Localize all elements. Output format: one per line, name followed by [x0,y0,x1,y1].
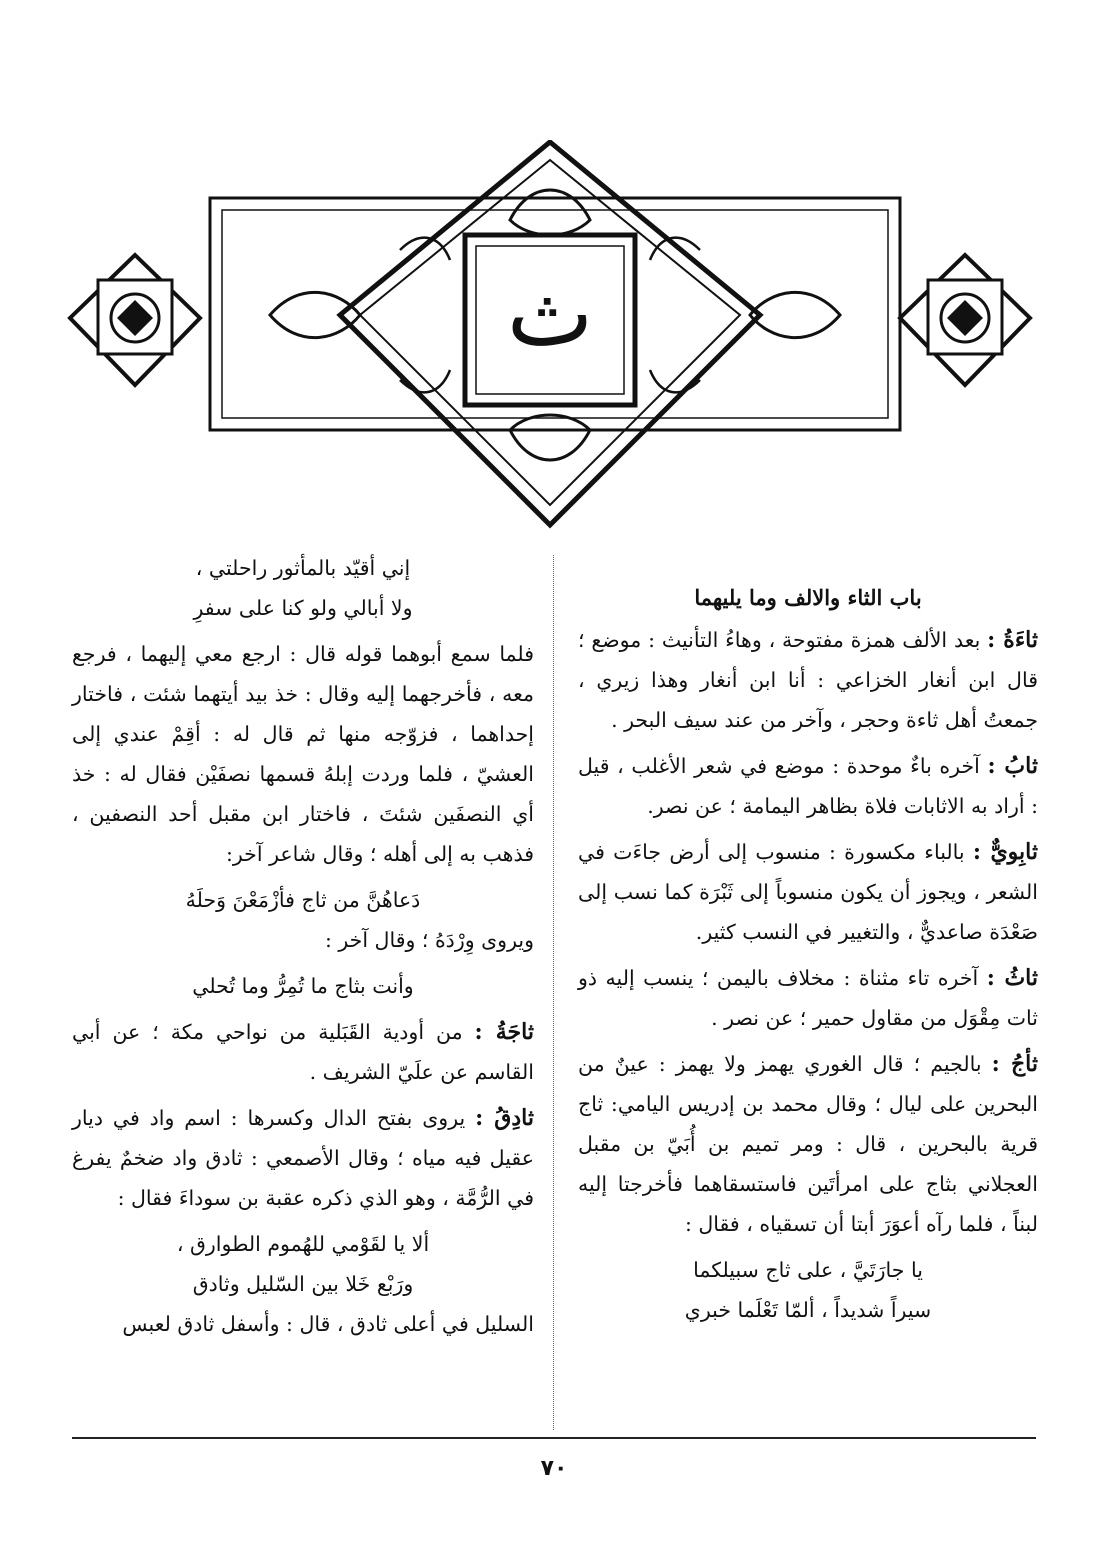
ornamental-header [60,140,1040,530]
verse-line: ولا أبالي ولو كنا على سفرِ [193,596,413,620]
entry-text: آخره تاء مثناة : مخلاف باليمن ؛ ينسب إليه ذو ثات مِقْوَل من مقاول حمير ؛ عن نصر . [578,966,1038,1030]
entry-thab [578,746,1038,826]
paragraph: ويروى وِرْدَهُ ؛ وقال آخر : [324,928,534,952]
entry-headword: ثادِقُ : [475,1105,534,1131]
verse-line: إني أقيّد بالمأثور راحلتي ، [195,556,411,580]
entry-text: بعد الألف همزة مفتوحة ، وهاءُ التأنيث : موضع ؛ قال ابن أنغار الخزاعي : أنا ابن أنغار وهذا زيري ، جمعتُ أهل ثاءة وحجر ، وآخر من عند سيف البحر . [578,628,1038,732]
entry-headword: ثاءَةُ : [987,627,1038,653]
header-letter: ث [506,260,594,367]
entry-headword: ثاجَةُ : [474,1019,534,1045]
column-divider [553,555,554,1430]
entry-thajah [72,1012,534,1092]
page-number: ٧٠ [540,1456,568,1481]
verse-line: يا جارَتَيَّ ، على ثاج سبيلكما [693,1258,923,1282]
entry-thadiq [72,1098,534,1218]
right-column [578,548,1038,1330]
entry-thabiwi [578,832,1038,952]
verse-line: ألا يا لقَوْمي للهُموم الطوارق ، [176,1232,430,1256]
paragraph: السليل في أعلى ثادق ، قال : وأسفل ثادق لعبس [122,1312,534,1336]
verse-line: دَعاهُنَّ من ثاج فأزْمَعْنَ وَحلَهُ [185,888,421,912]
footer-rule [72,1437,1036,1439]
entry-thaah [578,620,1038,740]
entry-text: بالجيم ؛ قال الغوري يهمز ولا يهمز : عينٌ من البحرين على ليال ؛ وقال محمد بن إدريس اليامي: ثاج قرية بالبحرين ، قال : ومر تميم بن أُبَيّ بن مقبل العجلاني بثاج على امرأتَين فاستسقاهما فأخرجتا إليه لبناً ، فلما رآه أعوَرَ أبتا أن تسقياه ، فقال : [578,1052,1038,1236]
entry-headword: ثابِويٌّ : [972,839,1038,865]
entry-thath [578,958,1038,1038]
entry-headword: ثابُ : [987,753,1038,779]
verse-line: وأنت بثاج ما تُمِرُّ وما تُحلي [192,974,414,998]
entry-text: من أودية القَبَلية من نواحي مكة ؛ عن أبي القاسم عن علَيّ الشريف . [72,1020,534,1084]
entry-headword: ثاثُ : [986,965,1038,991]
verse-line: ورَبْع خَلا بين السّليل وثادق [192,1272,414,1296]
ornament-frame-graphic [60,140,1040,530]
entry-headword: ثأجُ : [991,1051,1038,1077]
entry-text: يروى بفتح الدال وكسرها : اسم واد في ديار عقيل فيه مياه ؛ وقال الأصمعي : ثادق واد ضخمٌ يفرغ في الرُّمَّة ، وهو الذي ذكره عقبة بن سوداءَ فقال : [72,1106,534,1210]
paragraph: فلما سمع أبوهما قوله قال : ارجع معي إليهما ، فرجع معه ، فأخرجهما إليه وقال : خذ بيد أيتهما شئت ، فاختار إحداهما ، فزوّجه منها ثم قال له : أقِمْ عندي إلى العشيّ ، فلما وردت إبلهُ قسمها نصفَيْن فقال له : خذ أي النصفَين شئتَ ، فاختار ابن مقبل أحد النصفين ، فذهب به إلى أهله ؛ وقال شاعر آخر: [72,642,534,866]
left-column [72,548,534,1350]
entry-text: بالباء مكسورة : منسوب إلى أرض جاءَت في الشعر ، ويجوز أن يكون منسوباً إلى ثَبْرَة كما نسب إلى صَعْدَة صاعديٌّ ، والتغيير في النسب كثير. [578,840,1038,944]
entry-thaj [578,1044,1038,1244]
entry-text: آخره باءٌ موحدة : موضع في شعر الأغلب ، قيل : أراد به الاثابات فلاة بظاهر اليمامة ؛ عن نصر. [578,754,1038,818]
verse-line: سيراً شديداً ، ألمّا تَعْلَما خبري [684,1298,932,1322]
section-title: باب الثاء والالف وما يليهما [694,585,922,610]
